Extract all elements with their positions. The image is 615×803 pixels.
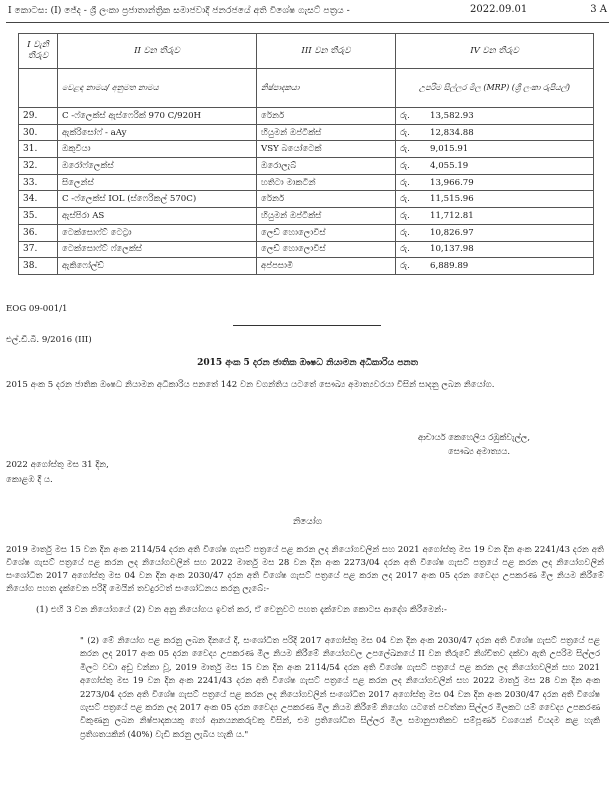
currency-label: රු.	[400, 144, 410, 155]
price-value: 6,889.89	[430, 261, 469, 272]
table-column-headers	[19, 34, 594, 69]
manufacturer: රේනර්	[257, 191, 396, 208]
header-title: I කොටස: (I) ජේද - ශ්‍රී ලංකා ප්‍රජාතාන්ත්‍රික සමාජවාදී ජනරජයේ අති විශේෂ ගැසට් පත්‍රය -	[8, 5, 350, 16]
table-row	[19, 108, 594, 125]
price-value: 4,055.19	[430, 160, 469, 171]
currency-label: රු.	[400, 177, 410, 188]
price-value: 10,137.98	[430, 244, 474, 255]
subheader-2: වෙළඳ නාමය/ අනුමත නාමය	[58, 69, 257, 108]
mrp-price	[396, 224, 594, 241]
table-row	[19, 241, 594, 258]
col-header-2: II වන තීරුව	[58, 34, 257, 69]
section-divider	[233, 325, 381, 326]
table-row	[19, 158, 594, 175]
price-value: 13,966.79	[430, 177, 474, 188]
price-value: 11,515.96	[430, 194, 474, 205]
sign-place: කොළඹ දී ය.	[6, 475, 53, 485]
table-row	[19, 258, 594, 275]
header-date: 2022.09.01	[470, 4, 528, 15]
mrp-price	[396, 108, 594, 125]
currency-label: රු.	[400, 160, 410, 171]
mrp-price	[396, 174, 594, 191]
mrp-price	[396, 141, 594, 158]
mrp-price	[396, 158, 594, 175]
currency-label: රු.	[400, 110, 410, 121]
col-header-1: I වැනි තීරුව	[19, 34, 58, 69]
row-number: 34.	[19, 191, 58, 208]
trade-name: ඇක්රිසෝෆ් - aAy	[58, 124, 257, 141]
mrp-price	[396, 208, 594, 225]
header-page-number: 3 A	[590, 4, 607, 15]
row-number: 38.	[19, 258, 58, 275]
price-value: 9,015.91	[430, 144, 469, 155]
header-divider	[6, 22, 609, 23]
mrp-price	[396, 191, 594, 208]
table-row	[19, 208, 594, 225]
manufacturer: ඔරොලැබ්	[257, 158, 396, 175]
table-subheader-row	[19, 69, 594, 108]
trade-name: සිලෙන්ස්	[58, 174, 257, 191]
act-title: 2015 අංක 5 දරන ජාතික ඖෂධ නියාමන අධිකාරිය පනත	[197, 358, 418, 368]
mrp-price	[396, 124, 594, 141]
page-header	[0, 0, 615, 24]
currency-label: රු.	[400, 261, 410, 272]
currency-label: රු.	[400, 194, 410, 205]
price-value: 10,826.97	[430, 227, 474, 238]
signatory-name: ආචාර්ය කෙහෙලිය රඹුක්වැල්ල,	[418, 432, 530, 442]
table-row	[19, 224, 594, 241]
price-value: 11,712.81	[430, 210, 474, 221]
currency-label: රු.	[400, 210, 410, 221]
subheader-3: නිෂ්පාදකයා	[257, 69, 396, 108]
manufacturer: අප්පසාමි	[257, 258, 396, 275]
eog-reference: EOG 09-001/1	[6, 304, 68, 314]
trade-name: ඇකිෆෝල්ඩ්	[58, 258, 257, 275]
trade-name: ඔකුවියා	[58, 141, 257, 158]
trade-name: ඔරෝෆ්ලෙක්ස්	[58, 158, 257, 175]
currency-label: රු.	[400, 227, 410, 238]
regulations-heading: නියෝග	[292, 517, 323, 527]
intro-paragraph: 2015 අංක 5 දරන ජාතික ඖෂධ නියාමන අධිකාරිය පනතේ 142 වන වගන්තිය යටතේ සෞඛ්‍ය අමාත්‍යවරයා විසින් සාදනු ලබන නියෝග.	[6, 380, 495, 390]
table-row	[19, 191, 594, 208]
manufacturer: රේනර්	[257, 108, 396, 125]
row-number: 32.	[19, 158, 58, 175]
manufacturer: හියුමන් ඔප්ටික්ස්	[257, 208, 396, 225]
row-number: 33.	[19, 174, 58, 191]
table-row	[19, 174, 594, 191]
manufacturer: ලෙඩ් හොලොවිස්	[257, 241, 396, 258]
amendment-item-1: (1) එහි 3 වන නියෝගයේ (2) වන අනු නියෝගය ඉවත් කර, ඒ වෙනුවට පහත දැක්වෙන කොටස ආදේශ කිරීමෙන්:-	[36, 605, 447, 615]
row-number: 37.	[19, 241, 58, 258]
manufacturer: හතිටා මාකටින්	[257, 174, 396, 191]
trade-name: ටෙක්සොෆ්ට් ෆ්ලෙක්ස්	[58, 241, 257, 258]
trade-name: C -ෆ්ලෙක්ස් ඇස්ෆෙරික් 970 C/920H	[58, 108, 257, 125]
col-header-4: IV වන තීරුව	[396, 34, 594, 69]
row-number: 31.	[19, 141, 58, 158]
signatory-title: සෞඛ්‍ය අමාත්‍යය.	[448, 446, 510, 456]
manufacturer: හියුමන් ඔප්ටික්ස්	[257, 124, 396, 141]
trade-name: C -ෆ්ලෙක්ස් IOL (ස්ෆෙරිකල් 570C)	[58, 191, 257, 208]
mrp-price	[396, 258, 594, 275]
manufacturer: ලෙඩ් හොලොවිස්	[257, 224, 396, 241]
amendment-paragraph: 2019 මාර්තු මස 15 වන දින අංක 2114/54 දරන අති විශේෂ ගැසට් පත්‍රයේ පළ කරන ලද නියෝගවලින් සහ 2021 අගෝස්තු මස 19 වන දින අංක 2241/43 දරන අති විශේෂ ගැසට් පත්‍රයේ පළ කරන ලද නියෝගවලින් සහ 2022 මාර්තු මස 28 වන දින අංක 2273/04 දරන අති විශේෂ ගැසට් පත්‍රයේ පළ කරන ලද නියෝගවලින් සංශෝධිත 2017 අගෝස්තු මස 04 වන දින අංක 2030/47 දරන අති විශේෂ ගැසට් පත්‍රයේ පළ කරන ලද 2017 අංක 05 දරන වෛද්‍ය උපකරණ මිල නියම කිරීමේ නියෝග පහත දැක්වෙන පරිදි මෙයින් තවදුරටත් සංශෝධනය කරනු ලැබේ:-	[6, 545, 604, 594]
row-number: 29.	[19, 108, 58, 125]
price-value: 13,582.93	[430, 110, 474, 121]
row-number: 35.	[19, 208, 58, 225]
trade-name: ටෙක්සොෆ්ට් ටෙට්‍රා	[58, 224, 257, 241]
row-number: 30.	[19, 124, 58, 141]
table-row	[19, 141, 594, 158]
mrp-price	[396, 241, 594, 258]
currency-label: රු.	[400, 127, 410, 138]
manufacturer: VSY බයෝටෙක්	[257, 141, 396, 158]
table-row	[19, 124, 594, 141]
substituted-text: " (2) මේ නියෝග පළ කරනු ලබන දිනයේ දී, සංශෝධිත පරිදි 2017 අගෝස්තු මස 04 වන දින අංක 2030/47 දරන අති විශේෂ ගැසට් පත්‍රයේ පළ කරන ලද 2017 අංක 05 දරන වෛද්‍ය උපකරණ මිල නියම කිරීමේ නියෝගවල උපලේඛනයේ II වන තීරුවේ නිශ්චිතව දක්වා ඇති උපරිම සිල්ලර මිලට වඩා අඩු වන්නා වූ, 2019 මාර්තු මස 15 වන දින අංක 2114/54 දරන අති විශේෂ ගැසට් පත්‍රයේ පළ කරන ලද නියෝගවලින් සහ 2021 අගෝස්තු මස 19 වන දින අංක 2241/43 දරන අති විශේෂ ගැසට් පත්‍රයේ පළ කරන ලද නියෝගවලින් සහ 2022 මාර්තු මස 28 වන දින අංක 2273/04 දරන අති විශේෂ ගැසට් පත්‍රයේ පළ කරන ලද නියෝගවලින් සංශෝධිත 2017 අගෝස්තු මස 04 වන දින අංක 2030/47 දරන අති විශේෂ ගැසට් පත්‍රයේ පළ කරන ලද 2017 අංක 05 දරන වෛද්‍ය උපකරණ මිල නියම කිරීමේ නියෝග යටතේ පවත්නා සිල්ලර මිලකට යම් වෛද්‍ය උපකරණ විකුණනු ලබන නිෂ්පාදකයකු හෝ ආනයනකරුවකු විසින්, එම ප්‍රතිශෝධිත සිල්ලර මිල සමානුපාතිකව සම්පූර්ණ වශයෙන් වියදම කළ හැකි ප්‍රතිශතයකින් (40%) වැඩි කරනු ලැබිය හැකි ය."	[80, 635, 600, 739]
row-number: 36.	[19, 224, 58, 241]
price-value: 12,834.88	[430, 127, 474, 138]
sign-date: 2022 අගෝස්තු මස 31 දින,	[6, 460, 109, 470]
subheader-1	[19, 69, 58, 108]
col-header-3: III වන තීරුව	[257, 34, 396, 69]
subheader-4: උපරිම සිල්ලර මිල (MRP) (ශ්‍රී ලංකා රුපියල්)	[396, 69, 594, 108]
trade-name: ඇස්පිරා AS	[58, 208, 257, 225]
currency-label: රු.	[400, 244, 410, 255]
file-reference: එල්.ඩී.බී. 9/2016 (III)	[6, 335, 92, 345]
price-schedule-table	[18, 33, 594, 275]
